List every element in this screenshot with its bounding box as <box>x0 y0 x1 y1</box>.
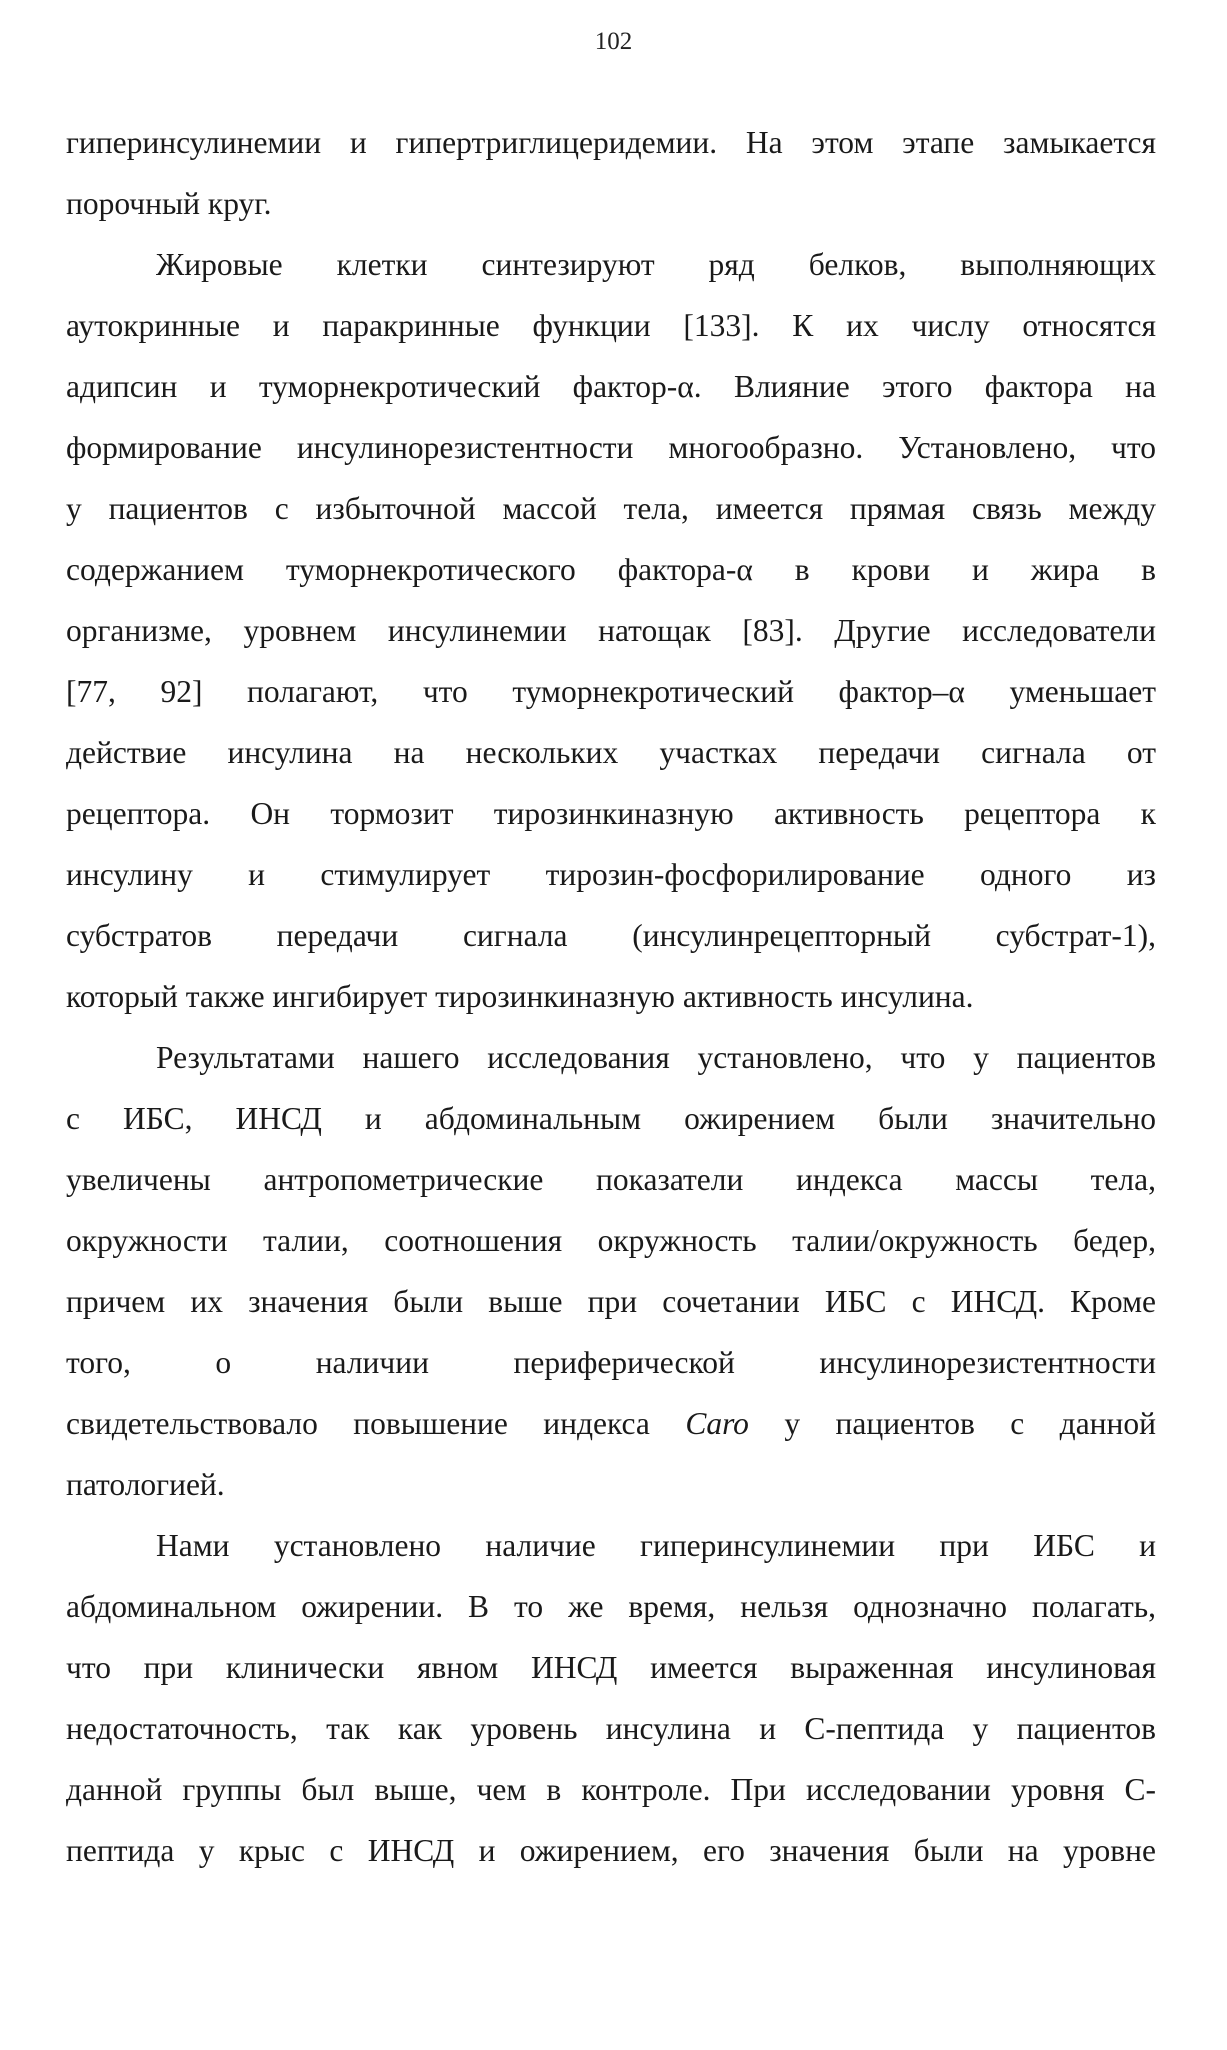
paragraph-first-line: Нами установлено наличие гиперинсулинемии при ИБС и <box>156 1528 1156 1563</box>
text-line: инсулину и стимулирует тирозин-фосфорилирование одного из <box>66 857 1156 892</box>
page-number: 102 <box>594 28 633 55</box>
text-line: который также ингибирует тирозинкиназную активность инсулина. <box>66 979 974 1014</box>
text-line: [77, 92] полагают, что туморнекротический фактор–α уменьшает <box>66 674 1156 709</box>
text-line: гиперинсулинемии и гипертриглицеридемии. На этом этапе замыкается <box>66 125 1156 160</box>
text-line: формирование инсулинорезистентности многообразно. Установлено, что <box>66 430 1156 465</box>
text-line: абдоминальном ожирении. В то же время, нельзя однозначно полагать, <box>66 1589 1156 1624</box>
text-line: рецептора. Он тормозит тирозинкиназную активность рецептора к <box>66 796 1156 831</box>
text-line: причем их значения были выше при сочетании ИБС с ИНСД. Кроме <box>66 1284 1156 1319</box>
text-line: адипсин и туморнекротический фактор-α. Влияние этого фактора на <box>66 369 1156 404</box>
text-line: субстратов передачи сигнала (инсулинрецепторный субстрат-1), <box>66 918 1156 953</box>
text-line: организме, уровнем инсулинемии натощак [83]. Другие исследователи <box>66 613 1156 648</box>
text-line: содержанием туморнекротического фактора-α в крови и жира в <box>66 552 1156 587</box>
text-line: пептида у крыс с ИНСД и ожирением, его значения были на уровне <box>66 1833 1156 1868</box>
text-line: патологией. <box>66 1467 225 1502</box>
text-line: у пациентов с избыточной массой тела, имеется прямая связь между <box>66 491 1156 526</box>
text-line: аутокринные и паракринные функции [133]. К их числу относятся <box>66 308 1156 343</box>
text-line: с ИБС, ИНСД и абдоминальным ожирением были значительно <box>66 1101 1156 1136</box>
body-text <box>66 112 1156 1881</box>
paragraph-first-line: Результатами нашего исследования установлено, что у пациентов <box>156 1040 1156 1075</box>
text-line: порочный круг. <box>66 186 272 221</box>
text-line: действие инсулина на нескольких участках передачи сигнала от <box>66 735 1156 770</box>
text-line: увеличены антропометрические показатели индекса массы тела, <box>66 1162 1156 1197</box>
text-segment: у пациентов с данной <box>748 1406 1157 1441</box>
text-segment: свидетельствовало повышение индекса <box>66 1406 686 1441</box>
italic-term: Caro <box>685 1406 749 1441</box>
text-line: недостаточность, так как уровень инсулина и С-пептида у пациентов <box>66 1711 1156 1746</box>
paragraph-first-line: Жировые клетки синтезируют ряд белков, выполняющих <box>156 247 1156 282</box>
text-line: что при клинически явном ИНСД имеется выраженная инсулиновая <box>66 1650 1156 1685</box>
text-line <box>66 1393 1156 1454</box>
text-line: того, о наличии периферической инсулинорезистентности <box>66 1345 1156 1380</box>
text-line: данной группы был выше, чем в контроле. При исследовании уровня С- <box>66 1772 1156 1807</box>
text-line: окружности талии, соотношения окружность талии/окружность бедер, <box>66 1223 1156 1258</box>
